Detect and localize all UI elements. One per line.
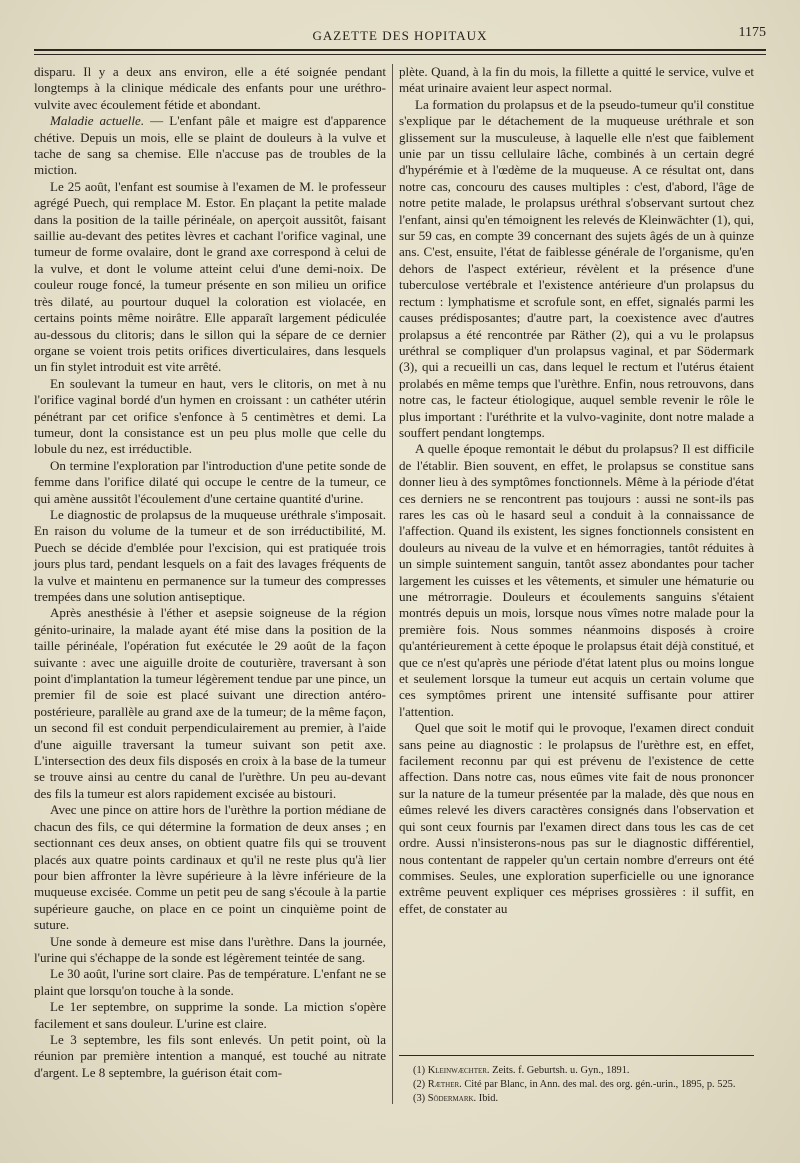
paragraph-text: Après anesthésie à l'éther et asepsie soigneuse de la région génito-urinaire, la malade ayant été mise dans la position de la taille périnéale, l'opération fut exécutée le 29 août de la façon suivante : avec une aiguille droite de couturière, traversant à son point d'implantation la tumeur légèrement tendue par une pince, un premier fil de soie est placé suivant une direction antéro-postérieure, parallèle au grand axe de la tumeur; de la même façon, un second fil est conduit perpendiculairement au premier, à l'aide d'une aiguille traversant la tumeur suivant son petit axe. L'intersection des deux fils disposés en croix à la base de la tumeur se trouve ainsi au centre du canal de l'urèthre. Un peu au-devant des fils la tumeur est alors rapidement excisée au bistouri. [34,605,386,801]
footnotes [399,1064,754,1107]
paragraph [34,507,386,605]
footnote-number: (3) [413,1093,428,1105]
paragraph-text: Le 3 septembre, les fils sont enlevés. Un petit point, où la réunion par première intention a manqué, est touché au nitrate d'argent. Le 8 septembre, la guérison était com- [34,1031,386,1080]
paragraph [34,1032,386,1081]
footnote-rule [399,1055,754,1056]
footnote-author: Kleinwæchter. [427,1065,490,1076]
paragraph [34,999,386,1032]
header-rule-thick [34,49,766,51]
footnote [399,1064,754,1078]
footnote-text: Zeits. f. Geburtsh. u. Gyn., 1891. [489,1065,630,1076]
left-column [34,64,386,1081]
page-header [34,24,766,48]
paragraph [399,64,754,97]
paragraph-text: On termine l'exploration par l'introduction d'une petite sonde de femme dans l'orifice dilaté qui occupe le centre de la tumeur, ce qui amène aussitôt l'écoulement d'une certaine quantité d'urine. [34,457,386,506]
paragraph-text: Avec une pince on attire hors de l'urèthre la portion médiane de chacun des fils, ce qui détermine la formation de deux anses ; en sectionnant ces deux anses, on obtient quatre fils qui se trouvent placés aux quatre points cardinaux et qu'il ne reste plus qu'à lier pour bien affronter la lèvre supérieure à la lèvre inférieure de la muqueuse excisée. Comme un petit peu de sang s'écoule à la partie supérieure gauche, on place en ce point un cinquième point de suture. [34,802,386,933]
paragraph-text: A quelle époque remontait le début du prolapsus? Il est difficile de l'établir. Bien souvent, en effet, le prolapsus se constitue sans donner lieu à des symptômes fonctionnels. Même à la période d'état ces derniers ne se rencontrent pas toujours : aussi ne sont-ils pas rares les cas où le hasard seul a conduit à la connaissance de l'affection. Quand ils existent, les signes fonctionnels consistent en douleurs au niveau de la vulve et en hémorragies, tantôt réduites à un simple suintement sanguin, tantôt assez abondantes pour tacher largement les cuisses et les vêtements, et simuler une hématurie ou une métrorragie. Douleurs et écoulements sanguins s'étaient montrés depuis un mois, lorsque nous vîmes notre malade pour la première fois. Nous sommes néanmoins disposés à croire qu'antérieurement à cette époque le prolapsus était déjà constitué, et que ce n'est qu'après une période d'état latent plus ou moins longue et seulement lorsque la tumeur eut acquis un certain volume que ces symptômes prirent une intensité suffisante pour attirer l'attention. [399,441,754,719]
paragraph [399,441,754,720]
paragraph-text: plète. Quand, à la fin du mois, la fillette a quitté le service, vulve et méat urinaire avaient leur aspect normal. [399,64,754,96]
paragraph-text: Le 1er septembre, on supprime la sonde. La miction s'opère facilement et sans douleur. L'urine est claire. [34,999,386,1031]
paragraph-text: disparu. Il y a deux ans environ, elle a été soignée pendant longtemps à la clinique médicale des enfants pour une uréthro-vulvite avec écoulement fétide et abondant. [34,64,386,112]
running-title: GAZETTE DES HOPITAUX [312,28,488,43]
paragraph-text: La formation du prolapsus et de la pseudo-tumeur qu'il constitue s'explique par le détachement de la muqueuse uréthrale et son glissement sur la musculeuse, à laquelle elle n'est que faiblement unie par un tissu cellulaire lâche, combinés à un certain degré d'hypérémie et à l'œdème de la muqueuse. A ce résultat ont, dans notre cas, concouru des causes multiples : c'est, d'abord, l'âge de notre petite malade, le prolapsus uréthral s'observant surtout chez l'enfant, ainsi qu'en témoignent les relevés de Kleinwächter (1), qui, sur 59 cas, en compte 39 concernant des sujets âgés de un à quinze ans. C'est, ensuite, l'état de faiblesse générale de l'organisme, qu'en dehors de l'aspect extérieur, révèlent et la présence d'une tuberculose vertébrale et l'existence antérieure d'un prolapsus du rectum : lymphatisme et scrofule sont, en effet, signalés parmi les causes prédisposantes; d'autre part, la coexistence avec d'autres prolapsus a été rencontrée par Räther (2), qui a vu le prolapsus uréthral se compliquer d'un prolapsus vaginal, et par Södermark (3), qui a recueilli un cas, dans lequel le rectum et l'utérus étaient prolabés en même temps que l'urèthre. Enfin, nous retrouvons, dans notre cas, le facteur étiologique, auquel semble revenir le rôle le plus important : l'uréthrite et la vulvo-vaginite, dont notre malade a souffert pendant longtemps. [399,96,754,440]
footnote-number: (2) [413,1079,428,1091]
paragraph-text: — L'enfant pâle et maigre est d'apparence chétive. Depuis un mois, elle se plaint de douleurs à la vulve et tache de sang sa chemise. Elle n'accuse pas de troubles de la miction. [34,113,387,178]
paragraph-text: Le 25 août, l'enfant est soumise à l'examen de M. le professeur agrégé Puech, qui remplace M. Estor. En plaçant la petite malade dans la position de la taille périnéale, on aperçoit aussitôt, faisant saillie au-devant des petites lèvres et cachant l'orifice vaginal, une tumeur de forme ovalaire, dont le grand axe correspond à celui de la vulve, et dont le volume atteint celui d'une demi-noix. De couleur rouge foncé, la tumeur présente en son milieu un orifice très dilaté, au pourtour duquel la coloration est violacée, en certains points même noirâtre. Elle apparaît largement pédiculée au-dessous du clitoris; dans le sillon qui la sépare de ce dernier organe se voient trois petits orifices diverticulaires, dans lesquels un fin stylet introduit est vite arrêté. [34,178,386,375]
footnote-author: Ræther. [427,1079,462,1091]
paragraph-text: Quel que soit le motif qui le provoque, l'examen direct conduit sans peine au diagnostic : le prolapsus de l'urèthre est, en effet, facilement reconnu par qui est prévenu de l'existence de cette affection. Dans notre cas, nous eûmes vite fait de nous prononcer sur la nature de la tumeur présentée par la malade, dès que nous en eûmes relevé les divers caractères consignés dans l'observation et qui sont ceux fournis par l'examen direct dans tous les cas de cet ordre. Aussi n'insisterons-nous pas sur le diagnostic différentiel, nous contentant de rappeler qu'un certain nombre d'erreurs ont été commises. Seules, une exploration superficielle ou une ignorance extrême peuvent expliquer ces méprises grossières : il suffit, en effet, de constater au [399,720,754,916]
paragraph [34,113,386,179]
header-rule-thin [34,54,766,55]
page-number: 1175 [738,25,766,40]
footnote-text: Ibid. [476,1093,499,1105]
paragraph [34,934,386,967]
paragraph [34,966,386,999]
paragraph-text: Le diagnostic de prolapsus de la muqueuse uréthrale s'imposait. En raison du volume de la tumeur et de son irréductibilité, M. Puech se décide d'emblée pour l'excision, qui est pratiquée trois jours plus tard, pendant lesquels on a fait des lavages fréquents de la vulve et maintenu en permanence sur la tumeur des compresses trempées dans une solution antiseptique. [34,506,386,604]
paragraph [34,376,386,458]
paragraph-lead: Maladie actuelle. [50,113,145,129]
footnote [399,1092,754,1106]
paragraph-text: Le 30 août, l'urine sort claire. Pas de température. L'enfant ne se plaint que lorsqu'on touche à la sonde. [34,966,386,998]
paragraph [34,64,386,113]
paragraph-text: En soulevant la tumeur en haut, vers le clitoris, on met à nu l'orifice vaginal bordé d'un hymen en croissant : un cathéter utérin pénétrant par cet orifice s'enfonce à 5 centimètres et demi. La tumeur, dont la consistance est un peu plus molle que celle du lobule du nez, est irréductible. [34,375,386,457]
footnote-number: (1) [413,1065,428,1076]
paragraph [399,720,754,917]
footnote-text: Cité par Blanc, in Ann. des mal. des org. gén.-urin., 1895, p. 525. [461,1079,736,1091]
paragraph [34,802,386,933]
column-divider [392,64,393,1104]
paragraph [399,97,754,442]
footnote-author: Södermark. [427,1093,477,1105]
paragraph [34,179,386,376]
paragraph [34,458,386,507]
footnote [399,1078,754,1092]
paragraph [34,605,386,802]
paragraph-text: Une sonde à demeure est mise dans l'urèthre. Dans la journée, l'urine qui s'échappe de la sonde est légèrement teintée de sang. [34,933,386,965]
right-column [399,64,754,917]
